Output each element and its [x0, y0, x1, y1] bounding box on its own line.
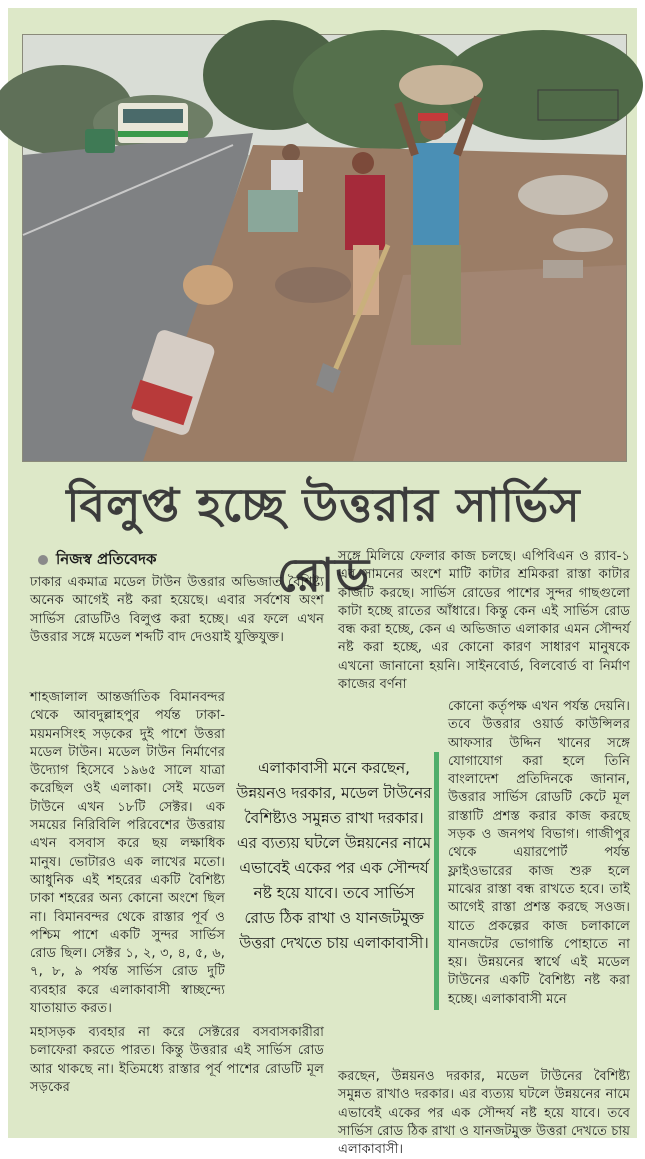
article-col1-top	[30, 574, 324, 686]
pull-quote: এলাকাবাসী মনে করছেন, উন্নয়নও দরকার, মডেল টাউনের বৈশিষ্ট্যও সমুন্নত রাখা দরকার। এর ব্যত্যয় ঘটলে উন্নয়নের নামে এভাবেই একের পর এক সৌন্দর্য নষ্ট হয়ে যাবে। তবে সার্ভিস রোড ঠিক রাখা ও যানজটমুক্ত উত্তরা দেখতে চায় এলাকাবাসী।	[236, 759, 432, 952]
pull-quote-accent-bar	[434, 752, 439, 1010]
road-workers-photo	[22, 34, 627, 462]
article-paragraph: মহাসড়ক ব্যবহার না করে সেক্টরের বসবাসকারীরা চলাফেরা করতে পারত। কিন্তু উত্তরার এই সার্ভিস রোড আর থাকছে না। ইতিমধ্যে রাস্তার পূর্ব পাশের রোডটি মূল সড়কের	[30, 1025, 324, 1095]
byline-text: নিজস্ব প্রতিবেদক	[56, 550, 157, 568]
article-paragraph: শাহজালাল আন্তর্জাতিক বিমানবন্দর থেকে আবদুল্লাহপুর পর্যন্ত ঢাকা-ময়মনসিংহ সড়কের দুই পাশে উত্তরা মডেল টাউন। মডেল টাউন নির্মাণের উদ্যোগ হিসেবে ১৯৬৫ সালে যাত্রা করেছিল ওই এলাকা। সেই মডেল টাউনে এখন ১৮টি সেক্টর। এক সময়ের নিরিবিলি পরিবেশের উত্তরায় এখন বসবাস করে ছয় লক্ষাধিক মানুষ। ভোটারও এক লাখের মতো। আধুনিক এই শহরের একটি বৈশিষ্ট্য ঢাকা শহরের অন্য কোনো অংশে ছিল না। বিমানবন্দর থেকে রাস্তার পূর্ব ও পশ্চিম পাশে একটি সুন্দর সার্ভিস রোড ছিল। সেক্টর ১, ২, ৩, ৪, ৫, ৬, ৭, ৮, ৯ পর্যন্ত সার্ভিস রোড দুটি ব্যবহার করে এলাকাবাসী স্বাচ্ছন্দ্যে যাতায়াত করত।	[30, 690, 225, 1017]
article-col1-mid	[30, 689, 225, 1022]
article-col2-bottom	[338, 1068, 630, 1158]
article-col2-mid	[448, 698, 630, 1068]
headline: বিলুপ্ত হচ্ছে উত্তরার সার্ভিস রোড	[66, 478, 581, 602]
article-paragraph: সঙ্গে মিলিয়ে ফেলার কাজ চলছে। এপিবিএন ও র‍্যাব-১ এর সামনের অংশে মাটি কাটার শ্রমিকরা রাস্তা কাটার কাজটি করছে। সার্ভিস রোডের পাশের সুন্দর গাছগুলো কাটা হচ্ছে রাতের আঁধারে। কিন্তু কেন এই সার্ভিস রোড বন্ধ করা হচ্ছে, কেন এ অভিজাত এলাকার এমন সৌন্দর্য নষ্ট করা হচ্ছে, এর কোনো কারণ সাধারণ মানুষকে এখনো জানানো হয়নি। সাইনবোর্ড, বিলবোর্ড বা নির্মাণ কাজের বর্ণনা	[338, 549, 630, 693]
article-col2-top	[338, 548, 630, 696]
newspaper-clipping	[8, 8, 637, 1158]
byline	[38, 548, 338, 570]
article-paragraph: ঢাকার একমাত্র মডেল টাউন উত্তরার অভিজাত বৈশিষ্ট্য অনেক আগেই নষ্ট করা হয়েছে। এবার সর্বশেষ অংশ সার্ভিস রোডটিও বিলুপ্ত করা হচ্ছে। এর ফলে এখন উত্তরার সঙ্গে মডেল শব্দটি বাদ দেওয়াই যুক্তিযুক্ত।	[30, 575, 324, 645]
article-paragraph: কোনো কর্তৃপক্ষ এখন পর্যন্ত দেয়নি। তবে উত্তরার ওয়ার্ড কাউন্সিলর আফসার উদ্দিন খানের সঙ্গে যোগাযোগ করা হলে তিনি বাংলাদেশ প্রতিদিনকে জানান, উত্তরার সার্ভিস রোডটি কেটে মূল রাস্তাটি প্রশস্ত করার কাজ করছে সড়ক ও জনপথ বিভাগ। গাজীপুর থেকে এয়ারপোর্ট পর্যন্ত ফ্লাইওভারের কাজ শুরু হলে মাঝের রাস্তা বন্ধ রাখতে হবে। তাই আগেই রাস্তা প্রশস্ত করছে সওজ। যাতে প্রকল্পের কাজ চলাকালে যানজটের ভোগান্তি পোহাতে না হয়। উন্নয়নের স্বার্থে এই মডেল টাউনের একটি বৈশিষ্ট্য নষ্ট করা হচ্ছে। এলাকাবাসী মনে	[448, 699, 630, 1007]
bullet-dot-icon	[38, 555, 48, 565]
article-paragraph: করছেন, উন্নয়নও দরকার, মডেল টাউনের বৈশিষ্ট্য সমুন্নত রাখাও দরকার। এর ব্যত্যয় ঘটলে উন্নয়নের নামে এভাবেই একের পর এক সৌন্দর্য নষ্ট হয়ে যাবে। তবে সার্ভিস রোড ঠিক রাখা ও যানজটমুক্ত উত্তরা দেখতে চায় এলাকাবাসী।	[338, 1069, 630, 1158]
photo-illustration	[23, 35, 626, 461]
article-col1-bottom	[30, 1024, 324, 1136]
